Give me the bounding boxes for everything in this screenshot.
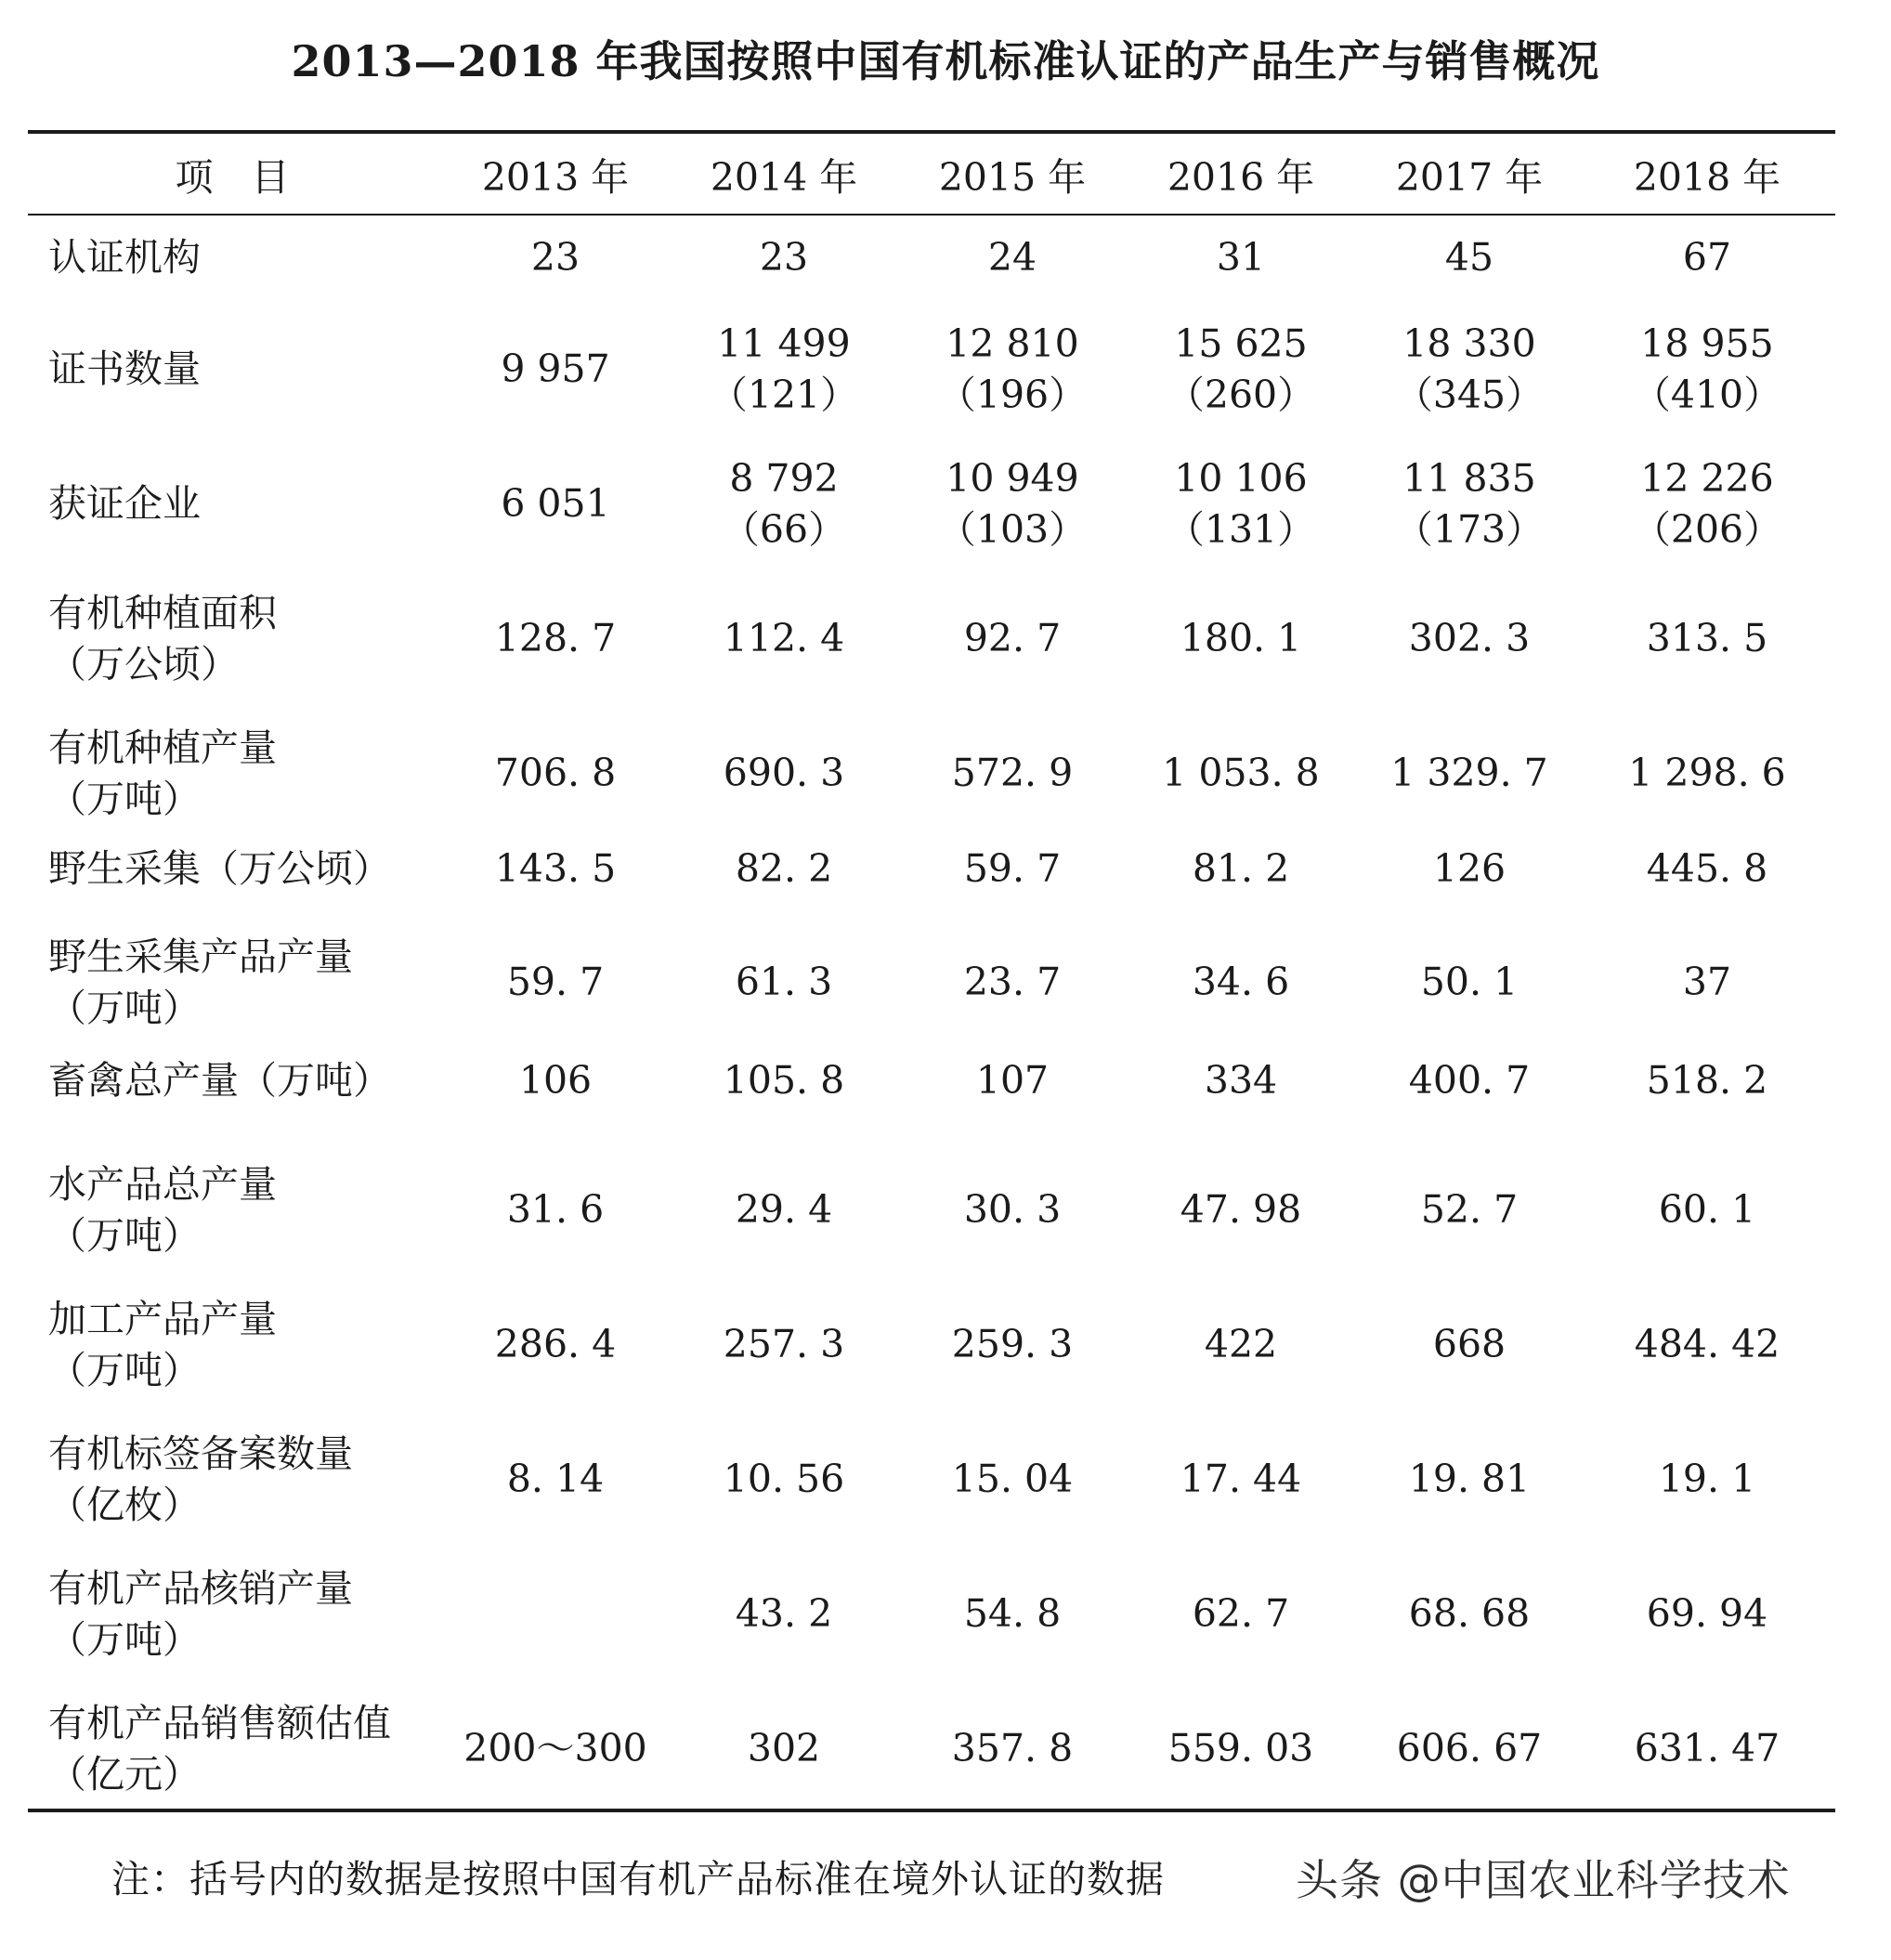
cell-2017 <box>1367 1048 1571 1113</box>
row-label-line: 加工产品产量 <box>48 1296 277 1341</box>
header-item-label: 项 目 <box>175 154 290 200</box>
cell-value: 23 <box>759 235 809 280</box>
cell-value: 606. 67 <box>1396 1726 1543 1771</box>
cell-2016 <box>1139 316 1343 423</box>
cell-value: 29. 4 <box>735 1187 833 1232</box>
header-year-2013: 2013 年 <box>481 154 630 200</box>
cell-2016 <box>1139 929 1343 1036</box>
row-label <box>48 223 438 293</box>
table-bottom-rule <box>28 1809 1835 1812</box>
cell-2018 <box>1605 929 1809 1036</box>
cell-2017 <box>1367 836 1571 901</box>
cell-value: 68. 68 <box>1408 1591 1531 1636</box>
header-year-2017: 2017 年 <box>1395 154 1544 200</box>
cell-value: 257. 3 <box>723 1322 845 1366</box>
cell-2017 <box>1367 223 1571 293</box>
cell-value: 11 499 <box>717 320 851 366</box>
cell-2015 <box>910 1695 1115 1802</box>
cell-2014 <box>682 720 886 827</box>
cell-2013 <box>453 929 658 1036</box>
cell-2015 <box>910 1561 1115 1667</box>
row-label-line: （万公顷） <box>48 641 239 686</box>
cell-2018 <box>1605 1695 1809 1802</box>
cell-value: 12 226 <box>1640 455 1774 501</box>
cell-2018 <box>1605 836 1809 901</box>
cell-value: 61. 3 <box>735 960 833 1004</box>
cell-2018 <box>1605 585 1809 692</box>
cell-2013 <box>453 451 658 557</box>
cell-2014 <box>682 1291 886 1398</box>
row-label-line: （万吨） <box>48 985 201 1030</box>
header-year-2018: 2018 年 <box>1633 154 1781 200</box>
row-label-line: 野生采集产品产量 <box>48 934 353 979</box>
cell-value: （173） <box>1394 506 1545 552</box>
cell-value: 12 810 <box>946 320 1079 366</box>
cell-2017 <box>1367 1695 1571 1802</box>
cell-2013 <box>453 1291 658 1398</box>
cell-value: 690. 3 <box>723 751 845 795</box>
cell-value: 286. 4 <box>494 1322 617 1366</box>
cell-value: 92. 7 <box>963 616 1062 660</box>
cell-value: （206） <box>1632 506 1782 552</box>
cell-value: （260） <box>1166 372 1316 417</box>
cell-2014 <box>682 585 886 692</box>
cell-value: 82. 2 <box>735 845 833 891</box>
cell-value: 8. 14 <box>506 1457 605 1501</box>
cell-value: 15 625 <box>1174 320 1308 366</box>
cell-value: 445. 8 <box>1646 845 1768 891</box>
cell-2018 <box>1605 1048 1809 1113</box>
cell-value: 10 949 <box>946 455 1079 501</box>
row-label-line: 水产品总产量 <box>48 1161 277 1207</box>
cell-2017 <box>1367 1426 1571 1533</box>
cell-2013 <box>453 1426 658 1533</box>
cell-2014 <box>682 1561 886 1667</box>
cell-value: 1 053. 8 <box>1162 751 1320 795</box>
cell-2016 <box>1139 720 1343 827</box>
cell-value: （131） <box>1166 506 1316 552</box>
cell-2018 <box>1605 316 1809 423</box>
cell-value: 422 <box>1204 1322 1278 1366</box>
cell-2014 <box>682 1048 886 1113</box>
cell-value: 60. 1 <box>1658 1187 1756 1232</box>
row-label <box>48 1048 438 1113</box>
cell-value: 67 <box>1682 235 1732 280</box>
cell-2016 <box>1139 1156 1343 1263</box>
cell-value: （196） <box>937 372 1088 417</box>
cell-value: 37 <box>1682 960 1732 1004</box>
cell-value: 313. 5 <box>1646 616 1768 660</box>
cell-value: 47. 98 <box>1180 1187 1302 1232</box>
cell-2015 <box>910 1156 1115 1263</box>
cell-value: 59. 7 <box>963 845 1062 891</box>
table-header-rule <box>28 214 1835 216</box>
row-label-line: 有机标签备案数量 <box>48 1431 353 1476</box>
cell-value: 18 330 <box>1402 320 1536 366</box>
cell-value: 559. 03 <box>1167 1726 1314 1771</box>
cell-value: 6 051 <box>501 481 610 526</box>
cell-2014 <box>682 223 886 293</box>
cell-value: 107 <box>975 1057 1050 1103</box>
cell-2017 <box>1367 1291 1571 1398</box>
cell-2015 <box>910 929 1115 1036</box>
header-year-2014: 2014 年 <box>710 154 858 200</box>
cell-value: 112. 4 <box>723 616 845 660</box>
cell-2015 <box>910 720 1115 827</box>
cell-value: （121） <box>709 372 859 417</box>
cell-value: 54. 8 <box>963 1591 1062 1636</box>
cell-value: 8 792 <box>729 455 839 501</box>
cell-value: 9 957 <box>501 346 610 391</box>
row-label-line: 有机产品销售额估值 <box>48 1700 391 1745</box>
cell-value: 10 106 <box>1174 455 1308 501</box>
cell-value: 200～300 <box>463 1726 647 1771</box>
table-note: 注：括号内的数据是按照中国有机产品标准在境外认证的数据 <box>111 1857 1165 1901</box>
cell-value: 128. 7 <box>494 616 617 660</box>
cell-2016 <box>1139 585 1343 692</box>
cell-value: 400. 7 <box>1408 1057 1531 1103</box>
cell-value: 62. 7 <box>1192 1591 1290 1636</box>
watermark-text: 头条 @中国农业科学技术 <box>1296 1855 1791 1905</box>
cell-2016 <box>1139 1291 1343 1398</box>
cell-2017 <box>1367 585 1571 692</box>
cell-value: 31 <box>1216 235 1266 280</box>
row-label <box>48 720 438 827</box>
cell-value: 30. 3 <box>963 1187 1062 1232</box>
cell-2014 <box>682 1156 886 1263</box>
row-label-line: 证书数量 <box>48 346 201 391</box>
cell-2018 <box>1605 451 1809 557</box>
cell-2016 <box>1139 836 1343 901</box>
cell-value: 105. 8 <box>723 1057 845 1103</box>
cell-2017 <box>1367 1156 1571 1263</box>
cell-2018 <box>1605 1156 1809 1263</box>
cell-2018 <box>1605 1426 1809 1533</box>
row-label <box>48 316 438 423</box>
cell-value: 17. 44 <box>1180 1457 1302 1501</box>
cell-value: 302. 3 <box>1408 616 1531 660</box>
cell-value: 31. 6 <box>506 1187 605 1232</box>
cell-2015 <box>910 585 1115 692</box>
cell-2017 <box>1367 720 1571 827</box>
row-label-line: 有机种植产量 <box>48 725 277 770</box>
cell-value: 10. 56 <box>723 1457 845 1501</box>
cell-2016 <box>1139 1426 1343 1533</box>
cell-value: 23. 7 <box>963 960 1062 1004</box>
cell-value: 668 <box>1432 1322 1506 1366</box>
cell-value: 484. 42 <box>1634 1322 1780 1366</box>
cell-2013 <box>453 1156 658 1263</box>
cell-2018 <box>1605 720 1809 827</box>
cell-2017 <box>1367 316 1571 423</box>
cell-value: 631. 47 <box>1634 1726 1780 1771</box>
row-label <box>48 1561 438 1667</box>
cell-value: 106 <box>518 1057 593 1103</box>
cell-2016 <box>1139 451 1343 557</box>
row-label-line: 畜禽总产量（万吨） <box>48 1057 391 1103</box>
cell-value: 1 298. 6 <box>1628 751 1786 795</box>
cell-value: 1 329. 7 <box>1390 751 1548 795</box>
cell-value: 24 <box>987 235 1037 280</box>
cell-value: 357. 8 <box>951 1726 1074 1771</box>
cell-2016 <box>1139 1048 1343 1113</box>
cell-value: 15. 04 <box>951 1457 1074 1501</box>
cell-value: 18 955 <box>1640 320 1774 366</box>
cell-value: 23 <box>530 235 580 280</box>
cell-2013 <box>453 1561 658 1667</box>
cell-value: （66） <box>721 506 847 552</box>
cell-value: （103） <box>937 506 1088 552</box>
cell-value: 50. 1 <box>1420 960 1519 1004</box>
cell-value: 126 <box>1432 845 1506 891</box>
cell-2016 <box>1139 1561 1343 1667</box>
cell-value: 572. 9 <box>951 751 1074 795</box>
row-label-line: （万吨） <box>48 1347 201 1392</box>
cell-value: 334 <box>1204 1057 1278 1103</box>
cell-2015 <box>910 316 1115 423</box>
cell-2014 <box>682 451 886 557</box>
header-year-2015: 2015 年 <box>938 154 1087 200</box>
row-label <box>48 1291 438 1398</box>
row-label-line: 认证机构 <box>48 235 201 280</box>
cell-2015 <box>910 836 1115 901</box>
cell-2014 <box>682 1695 886 1802</box>
cell-2015 <box>910 1048 1115 1113</box>
cell-2013 <box>453 720 658 827</box>
cell-2013 <box>453 1048 658 1113</box>
row-label <box>48 836 438 901</box>
cell-value: 706. 8 <box>494 751 617 795</box>
cell-value: 19. 1 <box>1658 1457 1756 1501</box>
row-label-line: 有机种植面积 <box>48 590 277 635</box>
cell-value: 43. 2 <box>735 1591 833 1636</box>
cell-value: 518. 2 <box>1646 1057 1768 1103</box>
row-label-line: （万吨） <box>48 776 201 821</box>
cell-2014 <box>682 316 886 423</box>
cell-2014 <box>682 836 886 901</box>
row-label-line: 获证企业 <box>48 481 201 526</box>
cell-2017 <box>1367 451 1571 557</box>
cell-value: 143. 5 <box>494 845 617 891</box>
row-label <box>48 585 438 692</box>
row-label-line: （万吨） <box>48 1616 201 1662</box>
row-label-line: 野生采集（万公顷） <box>48 845 391 891</box>
row-label-line: （亿枚） <box>48 1482 201 1527</box>
row-label-line: （万吨） <box>48 1212 201 1258</box>
cell-2015 <box>910 451 1115 557</box>
row-label <box>48 1695 438 1802</box>
row-label <box>48 1156 438 1263</box>
row-label <box>48 1426 438 1533</box>
cell-2016 <box>1139 223 1343 293</box>
cell-value: 69. 94 <box>1646 1591 1768 1636</box>
cell-2013 <box>453 585 658 692</box>
cell-2015 <box>910 1426 1115 1533</box>
cell-value: 11 835 <box>1402 455 1536 501</box>
cell-2016 <box>1139 1695 1343 1802</box>
header-year-2016: 2016 年 <box>1167 154 1315 200</box>
cell-value: 34. 6 <box>1192 960 1290 1004</box>
cell-value: 59. 7 <box>506 960 605 1004</box>
cell-value: 19. 81 <box>1408 1457 1531 1501</box>
row-label <box>48 451 438 557</box>
cell-value: 52. 7 <box>1420 1187 1519 1232</box>
cell-2017 <box>1367 929 1571 1036</box>
cell-value: （345） <box>1394 372 1545 417</box>
cell-2017 <box>1367 1561 1571 1667</box>
table-title: 2013—2018 年我国按照中国有机标准认证的产品生产与销售概况 <box>291 36 1600 86</box>
cell-2015 <box>910 223 1115 293</box>
cell-value: 45 <box>1444 235 1494 280</box>
cell-2014 <box>682 929 886 1036</box>
cell-2018 <box>1605 1291 1809 1398</box>
cell-2018 <box>1605 223 1809 293</box>
row-label-line: 有机产品核销产量 <box>48 1565 353 1611</box>
row-label-line: （亿元） <box>48 1751 201 1797</box>
table-header-row <box>0 134 1891 214</box>
cell-value: （410） <box>1632 372 1782 417</box>
cell-2013 <box>453 836 658 901</box>
cell-value: 302 <box>747 1726 821 1771</box>
cell-2013 <box>453 223 658 293</box>
cell-value: 81. 2 <box>1192 845 1290 891</box>
cell-2018 <box>1605 1561 1809 1667</box>
cell-2015 <box>910 1291 1115 1398</box>
row-label <box>48 929 438 1036</box>
cell-value: 259. 3 <box>951 1322 1074 1366</box>
cell-2013 <box>453 316 658 423</box>
cell-2013 <box>453 1695 658 1802</box>
cell-value: 180. 1 <box>1180 616 1302 660</box>
cell-2014 <box>682 1426 886 1533</box>
